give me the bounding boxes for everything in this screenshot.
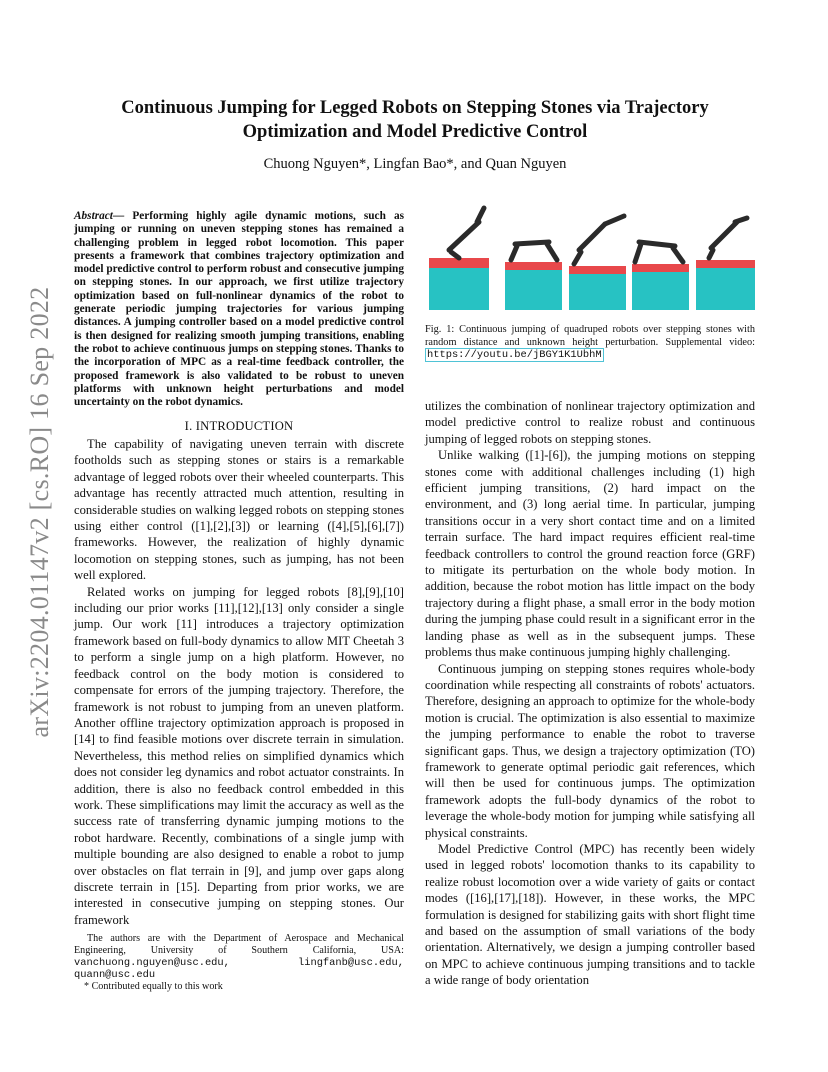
robot-icon: [511, 242, 557, 260]
footnote-affiliation: The authors are with the Department of Aerospace and Mechanical Engineering, University of Southern California, USA:: [74, 933, 404, 956]
footnote-emails: vanchuong.nguyen@usc.edu, lingfanb@usc.edu, quann@usc.edu: [74, 957, 404, 981]
caption-text: Fig. 1: Continuous jumping of quadruped robots over stepping stones with random distance and unknown height perturbation. Supplemental video:: [425, 324, 755, 348]
author-list: Chuong Nguyen*, Lingfan Bao*, and Quan Nguyen: [263, 156, 567, 172]
paragraph: utilizes the combination of nonlinear trajectory optimization and model predictive control to realize robust and continuous jumping of legged robots on stepping stones.: [425, 399, 755, 446]
figure-robot-jumps: [429, 200, 755, 310]
robot-icon: [574, 216, 624, 264]
footnote-equal-contribution: * Contributed equally to this work: [84, 981, 223, 992]
section-heading: I. INTRODUCTION: [184, 419, 294, 433]
robot-icon: [635, 242, 683, 262]
stepping-stone: [429, 258, 489, 310]
arxiv-stamp: [20, 287, 60, 737]
paper-title: Continuous Jumping for Legged Robots on Stepping Stones via Trajectory Optimization and Model Predictive Control: [121, 98, 709, 142]
stepping-stone: [696, 260, 755, 310]
right-column-body: [425, 398, 755, 989]
video-link[interactable]: https://youtu.be/jBGY1K1UbhM: [427, 349, 602, 362]
paragraph: Unlike walking ([1]-[6]), the jumping motions on stepping stones come with additional challenges including (1) high efficient jumping transitions, (2) hard impact on the environment, and (3) long aerial time. In particular, jumping transitions occur in a very short contact time and on a limited terrain surface. The hard impact requires efficient real-time feedback controllers to control the ground reaction force (GRF) to mitigate its perturbation on the whole body motion. In addition, because the robot motion has little impact on the body trajectory during a flight phase, a small error in the body motion during the jumping phase could result in a significant error in the landing phase as well as in the subsequent jumps. These problems thus make continuous jumping highly challenging.: [425, 448, 755, 660]
footnote: [74, 933, 404, 993]
paragraph: Continuous jumping on stepping stones requires whole-body coordination while respecting all constraints of robots' actuators. Therefore, designing an approach to optimize for the whole-body motion is crucial. The optimization is also essential to maximize the jumping performance to enable the robot to traverse significant gaps. Thus, we design a trajectory optimization (TO) framework to generate optimal periodic gait references, which will then be used for continuous jumps. The optimization framework adopts the full-body dynamics of the robot to leverage the whole-body motion for jumping while satisfying all physical constraints.: [425, 661, 755, 840]
abstract: [74, 210, 404, 409]
stepping-stone: [505, 262, 562, 310]
stepping-stone: [632, 264, 689, 310]
abstract-text: — Performing highly agile dynamic motions, such as jumping or running on uneven stepping stones has remained a challenging problem in legged robot locomotion. This paper presents a framework that combines trajectory optimization and model predictive control to perform robust and consecutive jumping on stepping stones. In our approach, we first utilize trajectory optimization based on full-nonlinear dynamics of the robot to generate periodic jumping trajectories for various jumping distances. A jumping controller based on a model predictive control is then designed for realizing smooth jumping transitions, enabling the robot to achieve continuous jumps on stepping stones. Thanks to the incorporation of MPC as a real-time feedback controller, the proposed framework is also validated to be robust to uneven platforms with unknown height perturbations and model uncertainty on the robot dynamics.: [74, 210, 404, 409]
abstract-label: Abstract: [74, 210, 113, 222]
robot-icon: [449, 208, 484, 258]
paragraph: The capability of navigating uneven terrain with discrete footholds such as stepping stones or stairs is a remarkable advantage of legged robots over their wheeled counterparts. This advantage has recently attracted much attention, resulting in considerable studies on walking legged robots on stepping stones using either control ([1],[2],[3]) or learning ([4],[5],[6],[7]) frameworks. However, the realization of highly dynamic locomotion on stepping stones, such as jumping, has not been well explored.: [74, 437, 404, 583]
figure-caption: [425, 324, 755, 362]
stepping-stone: [569, 266, 626, 310]
robot-icon: [709, 218, 747, 258]
paragraph: Related works on jumping for legged robots [8],[9],[10] including our prior works [11],[12],[13] only consider a single jump. Our work [11] introduces a trajectory optimization framework based on full-body dynamics to allow MIT Cheetah 3 to perform a single jump on a high platform. However, no feedback control on the body motion is considered to compensate for errors of the jumping trajectory. Therefore, the framework is not robust to jumping from an uneven platform. Another offline trajectory optimization approach is proposed in [14] to find feasible motions over discrete terrain in simulation. Nevertheless, this method relies on simplified dynamics which does not consider leg dynamics and robot actuator constraints. In addition, there is also no feedback control embedded in this work. These simplifications may limit the accuracy as well as the success rate of transferring dynamic jumping motions to the robot hardware. Recently, combinations of a single jump with multiple bounding are also designed to enable a robot to jump over obstacles on flat terrain in [9], and jump over gaps along discrete terrain in [15]. Departing from prior works, we are interested in consecutive jumping on stepping stones. Our framework: [74, 584, 404, 927]
left-column-body: [74, 436, 404, 928]
paragraph: Model Predictive Control (MPC) has recently been widely used in legged robots' locomotion thanks to its capability to realize robust locomotion over a wide variety of gaits or contact modes ([16],[17],[18]). However, in these works, the MPC formulation is designed for stabilizing gaits with short flight time and based on the assumption of small variations of the body orientation. Alternatively, we design a jumping controller based on MPC to achieve continuous jumping transitions and to tackle a wide range of body orientation: [425, 841, 755, 988]
arxiv-id: arXiv:2204.01147v2 [cs.RO] 16 Sep 2022: [25, 286, 54, 738]
